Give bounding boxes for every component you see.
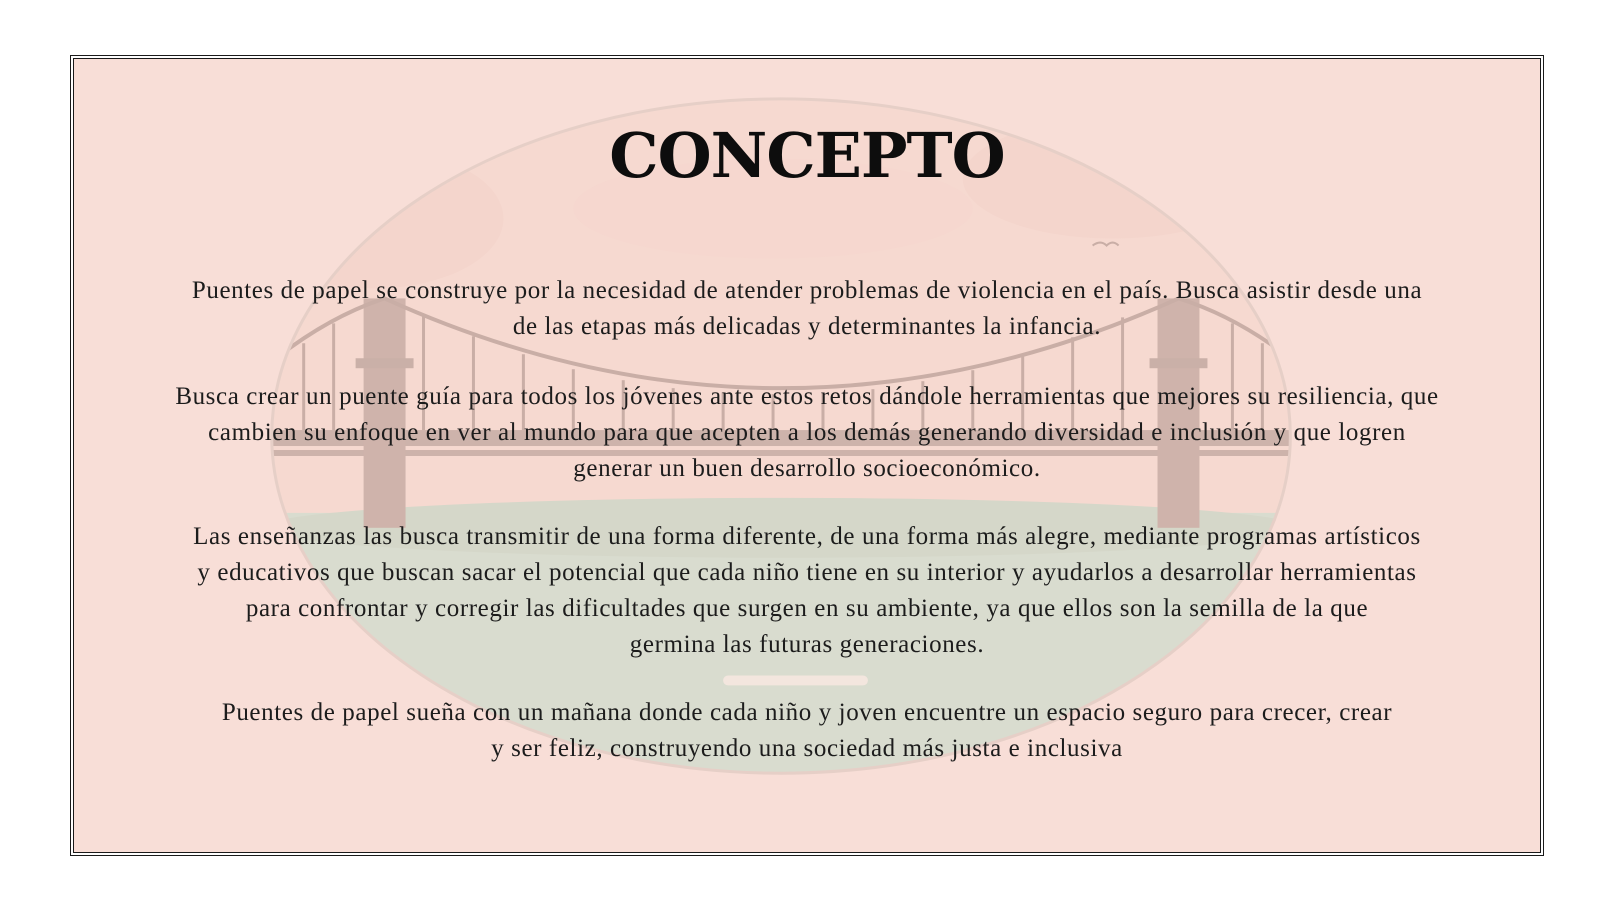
paragraph-line: para confrontar y corregir las dificultades que surgen en su ambiente, ya que ellos son la semilla de la que (245, 595, 1369, 622)
paragraph-line: generar un buen desarrollo socioeconómico. (573, 455, 1041, 482)
paragraph-line: Las enseñanzas las busca transmitir de una forma diferente, de una forma más alegre, mediante programas artísticos (193, 523, 1421, 550)
paragraph-line: Puentes de papel se construye por la necesidad de atender problemas de violencia en el país. Busca asistir desde una (191, 277, 1423, 304)
page-title: CONCEPTO (609, 119, 1005, 192)
paragraph-3 (88, 519, 1526, 663)
paragraph-line: Busca crear un puente guía para todos los jóvenes ante estos retos dándole herramientas que mejores su resiliencia, que (175, 383, 1439, 410)
paragraph-line: germina las futuras generaciones. (629, 631, 985, 658)
paragraph-line: de las etapas más delicadas y determinantes la infancia. (512, 313, 1102, 340)
paragraph-line: cambien su enfoque en ver al mundo para que acepten a los demás generando diversidad e inclusión y que logren (208, 419, 1406, 446)
paragraph-line: y educativos que buscan sacar el potencial que cada niño tiene en su interior y ayudarlos a desarrollar herramientas (197, 559, 1417, 586)
paragraph-2 (88, 379, 1526, 487)
paragraph-1 (88, 273, 1526, 345)
paragraph-line: Puentes de papel sueña con un mañana donde cada niño y joven encuentre un espacio seguro para crecer, crear (221, 699, 1393, 726)
paragraph-4 (88, 695, 1526, 767)
paragraph-line: y ser feliz, construyendo una sociedad más justa e inclusiva (491, 735, 1123, 762)
concept-content (74, 59, 1540, 852)
concept-panel (73, 58, 1541, 853)
